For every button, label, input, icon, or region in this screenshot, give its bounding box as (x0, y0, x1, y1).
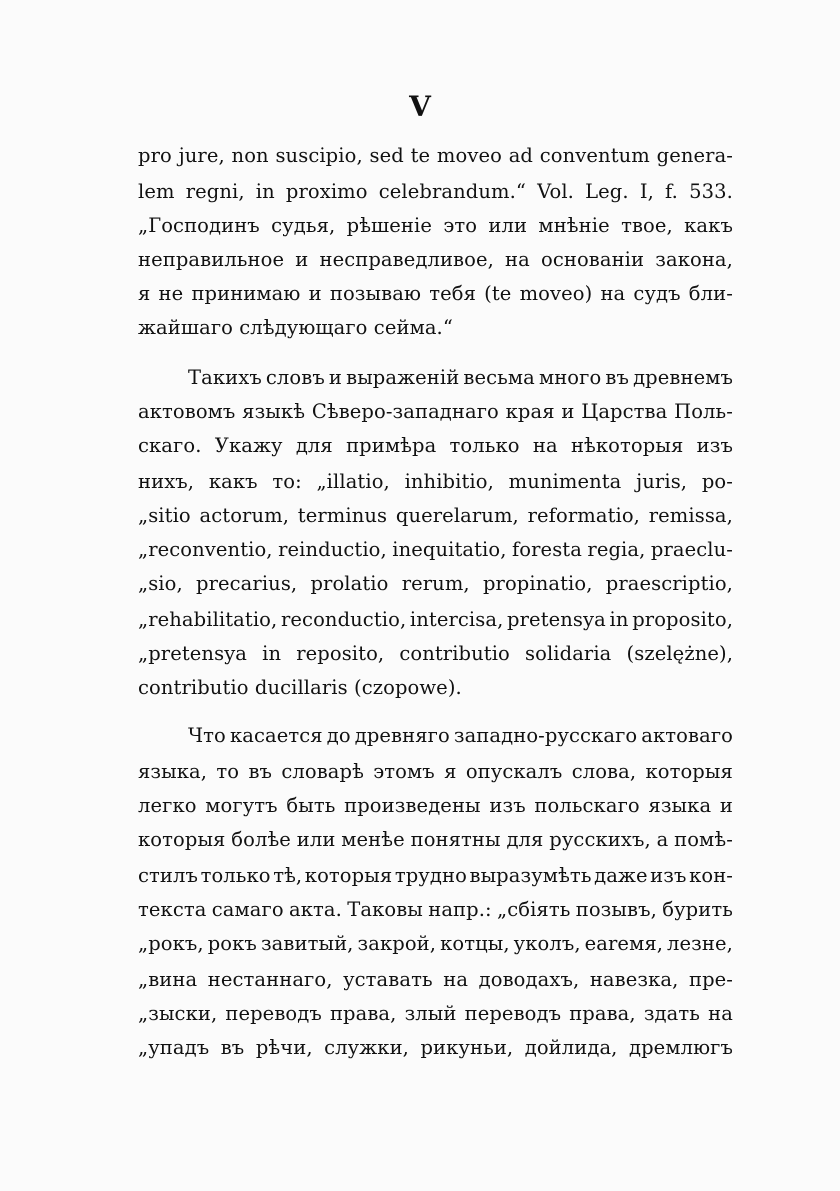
word: только (449, 434, 520, 457)
word: понятны (410, 828, 501, 851)
word: древняго (354, 724, 450, 747)
word: 533. (689, 180, 733, 203)
word: напр.: (428, 898, 492, 921)
word: въ (220, 1036, 245, 1059)
word: трудно (394, 864, 467, 887)
word: уставать (343, 968, 433, 991)
text-line (188, 716, 733, 756)
word: Leg. (585, 180, 629, 203)
word: conventum (539, 144, 650, 167)
word: Поль- (674, 400, 733, 423)
word: „рокъ, (138, 932, 204, 955)
word: неправильное (138, 248, 285, 271)
word: „Господинъ (138, 214, 260, 237)
word: (szelężne), (626, 642, 733, 665)
word: стилъ (138, 864, 198, 887)
word: русскихъ, (549, 828, 651, 851)
word: contributio (399, 642, 510, 665)
word: solidaria (525, 642, 612, 665)
word: словарѣ (281, 760, 364, 783)
word: juris, (636, 470, 688, 493)
word: moveo) (519, 282, 593, 305)
word: доводахъ, (478, 968, 580, 991)
word: то: (272, 470, 302, 493)
word: earемя, (584, 932, 664, 955)
word: много (538, 366, 602, 389)
word: права, (569, 1002, 636, 1025)
word: precarius, (196, 572, 298, 595)
word: Укажу (214, 434, 283, 457)
word: „pretensya (138, 642, 248, 665)
word: jure, (178, 144, 225, 167)
word: и (308, 282, 322, 305)
text-line (138, 820, 733, 860)
word: „упадъ (138, 1036, 210, 1059)
word: Сѣверо-западнаго (311, 400, 499, 423)
word: рѣшеніе (346, 214, 432, 237)
word: древнемъ (633, 366, 733, 389)
word: рѣчи, (255, 1036, 313, 1059)
word: или (296, 828, 336, 851)
word: inequitatio, (392, 538, 507, 561)
text-line: жайшаго слѣдующаго сейма.“ (138, 316, 453, 339)
word: касается (229, 724, 323, 747)
word: тѣ, (273, 864, 303, 887)
word: опускалъ (465, 760, 563, 783)
word: произведены (344, 794, 481, 817)
word: до (326, 724, 351, 747)
word: regni, (185, 180, 245, 203)
word: Царства (581, 400, 668, 423)
word: te (410, 144, 431, 167)
word: „вина (138, 968, 198, 991)
word: celebrandum.“ (378, 180, 526, 203)
word: здать (643, 1002, 700, 1025)
word: изъ (650, 864, 687, 887)
word: которыя (304, 864, 393, 887)
word: Таковы (347, 898, 423, 921)
word: и (561, 400, 575, 423)
word: actorum, (199, 504, 290, 527)
word: какъ (684, 214, 733, 237)
word: судъ (633, 282, 681, 305)
text-line (138, 924, 733, 964)
word: foresta (511, 538, 582, 561)
word: reposito, (296, 642, 385, 665)
word: самаго (211, 898, 284, 921)
word: уколъ, (513, 932, 581, 955)
word: на (708, 1002, 733, 1025)
word: въ (248, 760, 273, 783)
word: я (444, 760, 457, 783)
word: in (262, 642, 282, 665)
word: рокъ (207, 932, 257, 955)
word: выраженій (346, 366, 460, 389)
word: языка, (138, 760, 208, 783)
word: terminus (297, 504, 388, 527)
word: могутъ (205, 794, 278, 817)
word: позывъ, (575, 898, 657, 921)
word: suscipio, (275, 144, 363, 167)
word: „зыски, (138, 1002, 218, 1025)
word: легко (138, 794, 197, 817)
word: дойлида, (524, 1036, 618, 1059)
word: которыя (138, 828, 226, 851)
word: „illatio, (316, 470, 390, 493)
word: быть (286, 794, 336, 817)
word: и (719, 794, 733, 817)
word: (te (484, 282, 512, 305)
word: это (443, 214, 478, 237)
word: Что (188, 724, 226, 747)
word: болѣе (231, 828, 291, 851)
text-line (138, 564, 733, 604)
word: „sitio (138, 504, 191, 527)
word: reconductio, (280, 608, 407, 631)
word: proximo (285, 180, 368, 203)
word: закона, (655, 248, 733, 271)
word: regia, (587, 538, 646, 561)
word: lem (138, 180, 175, 203)
word: тебя (429, 282, 476, 305)
word: завитый, (260, 932, 354, 955)
word: то (216, 760, 240, 783)
word: „rehabilitatio, (138, 608, 278, 631)
page-number: V (409, 90, 431, 123)
word: нѣкоторыя (570, 434, 684, 457)
word: навезка, (589, 968, 679, 991)
word: или (488, 214, 528, 237)
word: въ (605, 366, 629, 389)
word: актоваго (641, 724, 733, 747)
word: языкѣ (242, 400, 306, 423)
word: только (200, 864, 271, 887)
word: этомъ (373, 760, 435, 783)
word: текста (138, 898, 207, 921)
word: po- (701, 470, 733, 493)
word: права, (329, 1002, 397, 1025)
word: genera- (656, 144, 733, 167)
word: скаго. (138, 434, 202, 457)
word: менѣе (341, 828, 405, 851)
word: твое, (621, 214, 673, 237)
word: помѣ- (674, 828, 733, 851)
word: весьма (463, 366, 535, 389)
word: мнѣніе (538, 214, 610, 237)
word: intercisa, (409, 608, 504, 631)
word: какъ (208, 470, 258, 493)
word: praescriptio, (605, 572, 733, 595)
word: рикуньи, (420, 1036, 514, 1059)
word: бурить (662, 898, 733, 921)
word: словъ (265, 366, 325, 389)
word: на (505, 248, 530, 271)
word: munimenta (508, 470, 622, 493)
word: котцы, (440, 932, 510, 955)
word: Vol. (537, 180, 574, 203)
word: pro (138, 144, 172, 167)
word: изъ (696, 434, 733, 457)
word: sed (369, 144, 404, 167)
word: querelarum, (395, 504, 519, 527)
word: языка (648, 794, 712, 817)
word: „reconventio, (138, 538, 273, 561)
word: лезне, (667, 932, 733, 955)
word: злый (404, 1002, 457, 1025)
word: края (505, 400, 555, 423)
word: основаніи (540, 248, 645, 271)
word: propinatio, (482, 572, 593, 595)
text-line: contributio ducillaris (czopowe). (138, 676, 462, 699)
word: пре- (688, 968, 733, 991)
word: судья, (271, 214, 336, 237)
word: несправедливое, (319, 248, 494, 271)
word: слова, (571, 760, 637, 783)
word: praeclu- (650, 538, 733, 561)
word: inhibitio, (404, 470, 494, 493)
word: „sio, (138, 572, 183, 595)
word: дремлюгъ (628, 1036, 733, 1059)
word: бли- (688, 282, 733, 305)
word: moveo (436, 144, 502, 167)
word: закрой, (357, 932, 437, 955)
word: для (295, 434, 333, 457)
text-line (138, 1028, 733, 1068)
word: in (609, 608, 629, 631)
word: кон- (689, 864, 733, 887)
word: я (138, 282, 151, 305)
word: reinductio, (278, 538, 387, 561)
text-line (138, 426, 733, 466)
word: reformatio, (527, 504, 640, 527)
word: которыя (645, 760, 733, 783)
word: in (255, 180, 275, 203)
word: remissa, (648, 504, 733, 527)
word: даже (594, 864, 648, 887)
word: выразумѣть (469, 864, 592, 887)
word: ad (508, 144, 534, 167)
word: польскаго (534, 794, 640, 817)
word: I, (639, 180, 654, 203)
word: на (532, 434, 558, 457)
word: на (600, 282, 626, 305)
word: и (295, 248, 309, 271)
word: позываю (329, 282, 422, 305)
word: proposito, (632, 608, 733, 631)
word: prolatio (310, 572, 389, 595)
word: переводъ (225, 1002, 322, 1025)
word: принимаю (191, 282, 301, 305)
word: для (506, 828, 544, 851)
word: и (328, 366, 343, 389)
word: Такихъ (188, 366, 262, 389)
word: не (158, 282, 184, 305)
word: акта. (288, 898, 342, 921)
word: служки, (324, 1036, 409, 1059)
word: нестаннаго, (207, 968, 333, 991)
word: изъ (489, 794, 526, 817)
text-line (138, 136, 733, 176)
word: нихъ, (138, 470, 195, 493)
word: pretensya (507, 608, 606, 631)
word: f. (665, 180, 678, 203)
word: на (443, 968, 469, 991)
word: „сбіять (497, 898, 571, 921)
word: западно-русскаго (453, 724, 638, 747)
word: примѣра (346, 434, 437, 457)
word: а (656, 828, 669, 851)
word: актовомъ (138, 400, 236, 423)
word: переводъ (464, 1002, 562, 1025)
word: non (231, 144, 269, 167)
word: rerum, (401, 572, 470, 595)
